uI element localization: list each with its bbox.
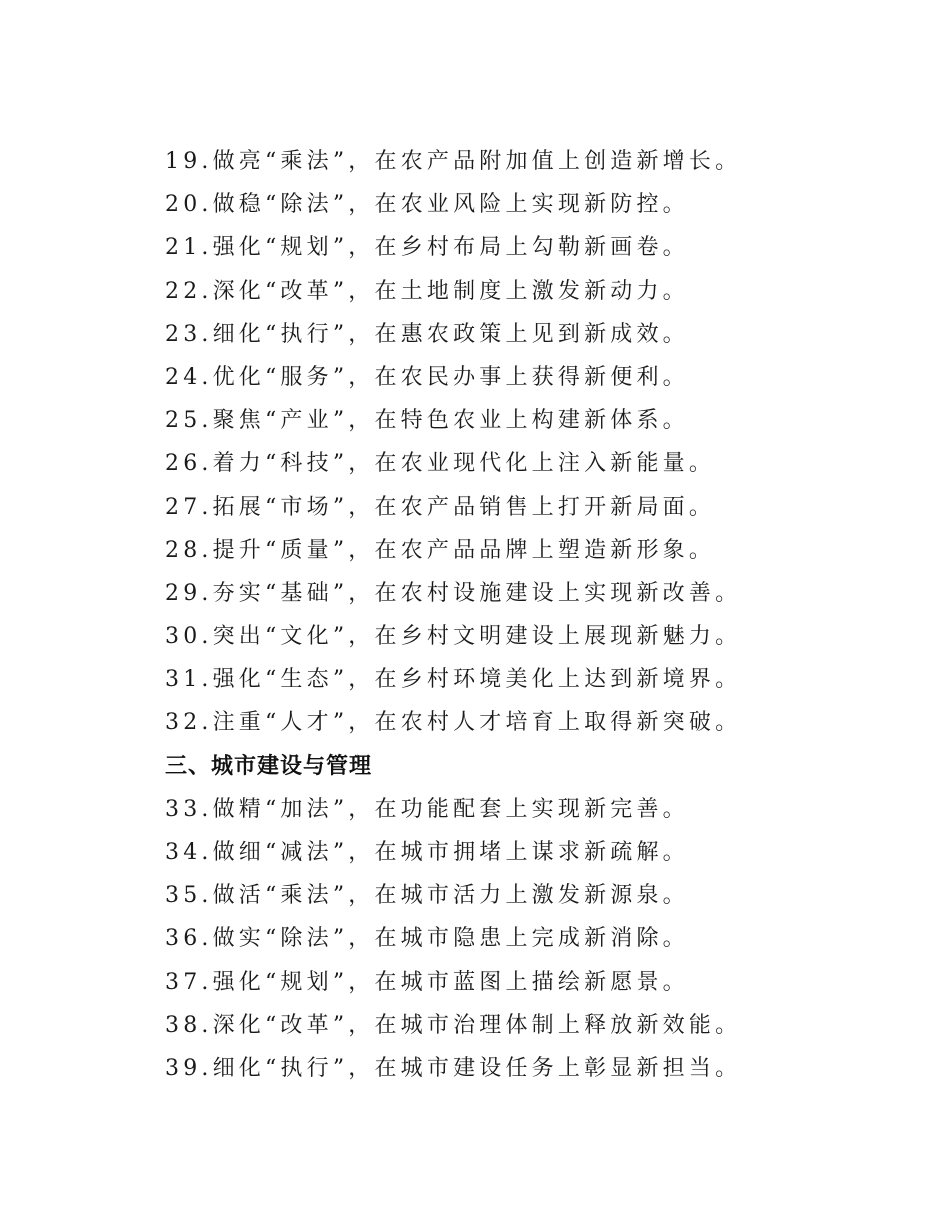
- list-item: 24.优化“服务”，在农民办事上获得新便利。: [165, 364, 689, 390]
- list-item: 32.注重“人才”，在农村人才培育上取得新突破。: [165, 710, 742, 736]
- list-item: 23.细化“执行”，在惠农政策上见到新成效。: [165, 321, 689, 347]
- list-item: 21.强化“规划”，在乡村布局上勾勒新画卷。: [165, 235, 689, 261]
- list-item: 27.拓展“市场”，在农产品销售上打开新局面。: [165, 494, 716, 520]
- list-item: 34.做细“减法”，在城市拥堵上谋求新疏解。: [165, 840, 689, 865]
- list-item: 35.做活“乘法”，在城市活力上激发新源泉。: [165, 883, 689, 909]
- document-body: [165, 140, 785, 1090]
- list-item: 22.深化“改革”，在土地制度上激发新动力。: [165, 278, 689, 304]
- list-item: 33.做精“加法”，在功能配套上实现新完善。: [165, 796, 689, 822]
- section-heading: 三、城市建设与管理: [165, 753, 373, 779]
- list-item: 36.做实“除法”，在城市隐患上完成新消除。: [165, 926, 689, 952]
- list-item: 31.强化“生态”，在乡村环境美化上达到新境界。: [165, 667, 742, 693]
- list-item: 20.做稳“除法”，在农业风险上实现新防控。: [165, 192, 689, 218]
- list-item: 28.提升“质量”，在农产品品牌上塑造新形象。: [165, 537, 716, 563]
- list-item: 38.深化“改革”，在城市治理体制上释放新效能。: [165, 1012, 742, 1038]
- list-item: 30.突出“文化”，在乡村文明建设上展现新魅力。: [165, 624, 742, 650]
- list-item: 25.聚焦“产业”，在特色农业上构建新体系。: [165, 408, 689, 434]
- list-item: 29.夯实“基础”，在农村设施建设上实现新改善。: [165, 580, 742, 606]
- list-item: 19.做亮“乘法”，在农产品附加值上创造新增长。: [165, 149, 742, 174]
- list-item: 39.细化“执行”，在城市建设任务上彰显新担当。: [165, 1055, 742, 1081]
- list-item: 26.着力“科技”，在农业现代化上注入新能量。: [165, 451, 716, 477]
- list-item: 37.强化“规划”，在城市蓝图上描绘新愿景。: [165, 969, 689, 995]
